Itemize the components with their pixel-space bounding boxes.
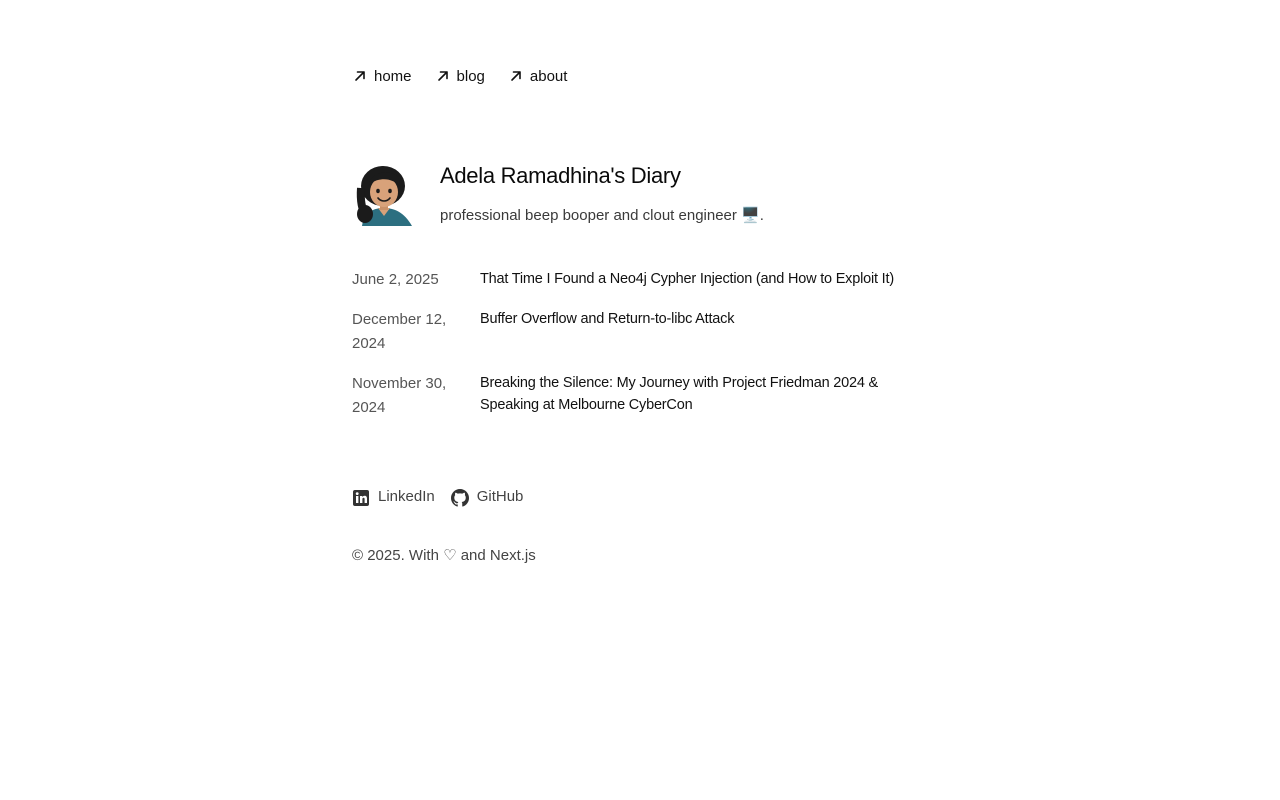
- header-text: [440, 162, 764, 226]
- site-title: Adela Ramadhina's Diary: [440, 163, 681, 188]
- post-title-link[interactable]: Breaking the Silence: My Journey with Project Friedman 2024 & Speaking at Melbourne CyberCon: [480, 375, 879, 413]
- post-list: [352, 268, 928, 420]
- post-title-link[interactable]: Buffer Overflow and Return-to-libc Attack: [480, 311, 735, 327]
- copyright: © 2025. With ♡ and Next.js: [352, 547, 536, 564]
- header: [352, 162, 928, 226]
- footer: [352, 484, 928, 568]
- nav-blog-link[interactable]: [435, 68, 485, 85]
- social-links: [352, 484, 928, 508]
- post-date: December 12, 2024: [352, 311, 447, 352]
- github-link[interactable]: [451, 486, 524, 507]
- linkedin-icon: [352, 489, 370, 507]
- nav-about-link[interactable]: [508, 68, 568, 85]
- arrow-up-right-icon: [352, 68, 368, 84]
- avatar: [352, 162, 416, 226]
- nav-home-link[interactable]: [352, 68, 412, 85]
- post-item: [352, 372, 928, 420]
- nav-blog-label: blog: [456, 67, 485, 85]
- github-icon: [451, 489, 469, 507]
- top-nav: [352, 64, 928, 88]
- linkedin-label: LinkedIn: [378, 487, 435, 505]
- arrow-up-right-icon: [435, 68, 451, 84]
- arrow-up-right-icon: [508, 68, 524, 84]
- post-item: [352, 308, 928, 356]
- nav-about-label: about: [529, 67, 568, 85]
- page: [352, 0, 928, 568]
- post-date: June 2, 2025: [352, 271, 439, 288]
- post-title-link[interactable]: That Time I Found a Neo4j Cypher Injection (and How to Exploit It): [480, 271, 894, 287]
- nav-home-label: home: [374, 67, 412, 85]
- post-item: [352, 268, 928, 292]
- linkedin-link[interactable]: [352, 486, 435, 507]
- github-label: GitHub: [476, 487, 524, 505]
- tagline: professional beep booper and clout engineer 🖥️.: [440, 207, 764, 224]
- post-date: November 30, 2024: [352, 375, 447, 416]
